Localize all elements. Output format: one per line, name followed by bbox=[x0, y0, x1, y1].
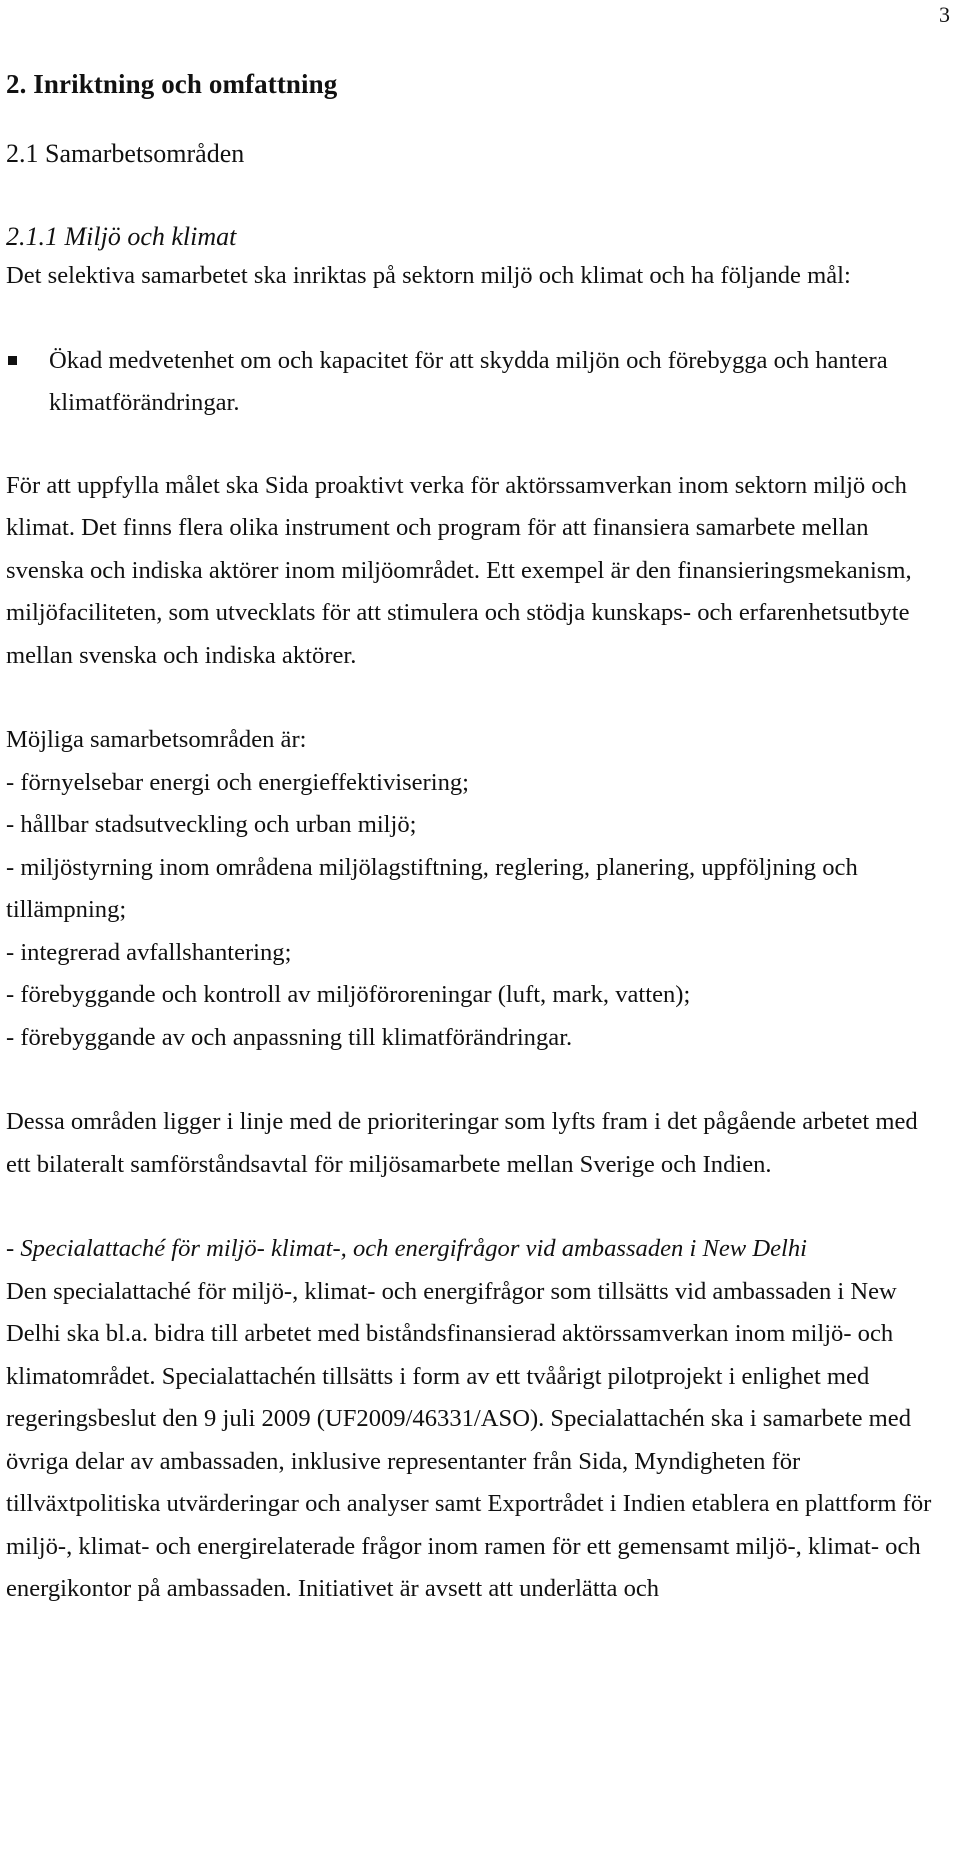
goal-list bbox=[6, 340, 946, 425]
area-item: - förnyelsebar energi och energieffektivisering; bbox=[6, 768, 470, 796]
list-item bbox=[6, 340, 946, 425]
area-item: - integrerad avfallshantering; bbox=[6, 938, 292, 966]
attache-block bbox=[6, 1228, 946, 1611]
subsubsection-heading: 2.1.1 Miljö och klimat bbox=[6, 221, 237, 251]
section-heading: 2. Inriktning och omfattning bbox=[6, 69, 338, 99]
intro-paragraph: Det selektiva samarbetet ska inriktas på sektorn miljö och klimat och ha följande mål: bbox=[6, 262, 851, 290]
areas-block bbox=[6, 719, 946, 1059]
area-item: - förebyggande och kontroll av miljöföroreningar (luft, mark, vatten); bbox=[6, 981, 691, 1009]
area-item: - miljöstyrning inom områdena miljölagstiftning, reglering, planering, uppföljning och tillämpning; bbox=[6, 853, 858, 924]
square-bullet-icon bbox=[8, 356, 17, 365]
document-body bbox=[6, 68, 946, 1611]
attache-paragraph: Den specialattaché för miljö-, klimat- och energifrågor som tillsätts vid ambassaden i New Delhi ska bl.a. bidra till arbetet med biståndsfinansierad aktörssamverkan inom miljö- och klimatområdet. Specialattachén tillsätts i form av ett tvåårigt pilotprojekt i enlighet med regeringsbeslut den 9 juli 2009 (UF2009/46331/ASO). Specialattachén ska i samarbete med övriga delar av ambassaden, inklusive representanter från Sida, Myndigheten för tillväxtpolitiska utvärderingar och analyser samt Exportrådet i Indien etablera en plattform för miljö-, klimat- och energirelaterade frågor inom ramen för ett gemensamt miljö-, klimat- och energikontor på ambassaden. Initiativet är avsett att underlätta och bbox=[6, 1277, 932, 1603]
area-item: - förebyggande av och anpassning till klimatförändringar. bbox=[6, 1023, 573, 1051]
area-item: - hållbar stadsutveckling och urban miljö; bbox=[6, 811, 417, 839]
list-item-text: Ökad medvetenhet om och kapacitet för att skydda miljön och förebygga och hantera klimatförändringar. bbox=[49, 346, 888, 417]
body-paragraph: För att uppfylla målet ska Sida proaktivt verka för aktörssamverkan inom sektorn miljö och klimat. Det finns flera olika instrument och program för att finansiera samarbete mellan svenska och indiska aktörer inom miljöområdet. Ett exempel är den finansieringsmekanism, miljöfaciliteten, som utvecklats för att stimulera och stödja kunskaps- och erfarenhetsutbyte mellan svenska och indiska aktörer. bbox=[6, 471, 912, 669]
body-paragraph: Dessa områden ligger i linje med de prioriteringar som lyfts fram i det pågående arbetet med ett bilateralt samförståndsavtal för miljösamarbete mellan Sverige och Indien. bbox=[6, 1108, 918, 1178]
areas-intro: Möjliga samarbetsområden är: bbox=[6, 726, 307, 754]
attache-heading: - Specialattaché för miljö- klimat-, och energifrågor vid ambassaden i New Delhi bbox=[6, 1235, 807, 1263]
page-number: 3 bbox=[939, 2, 950, 27]
subsection-heading: 2.1 Samarbetsområden bbox=[6, 139, 245, 169]
